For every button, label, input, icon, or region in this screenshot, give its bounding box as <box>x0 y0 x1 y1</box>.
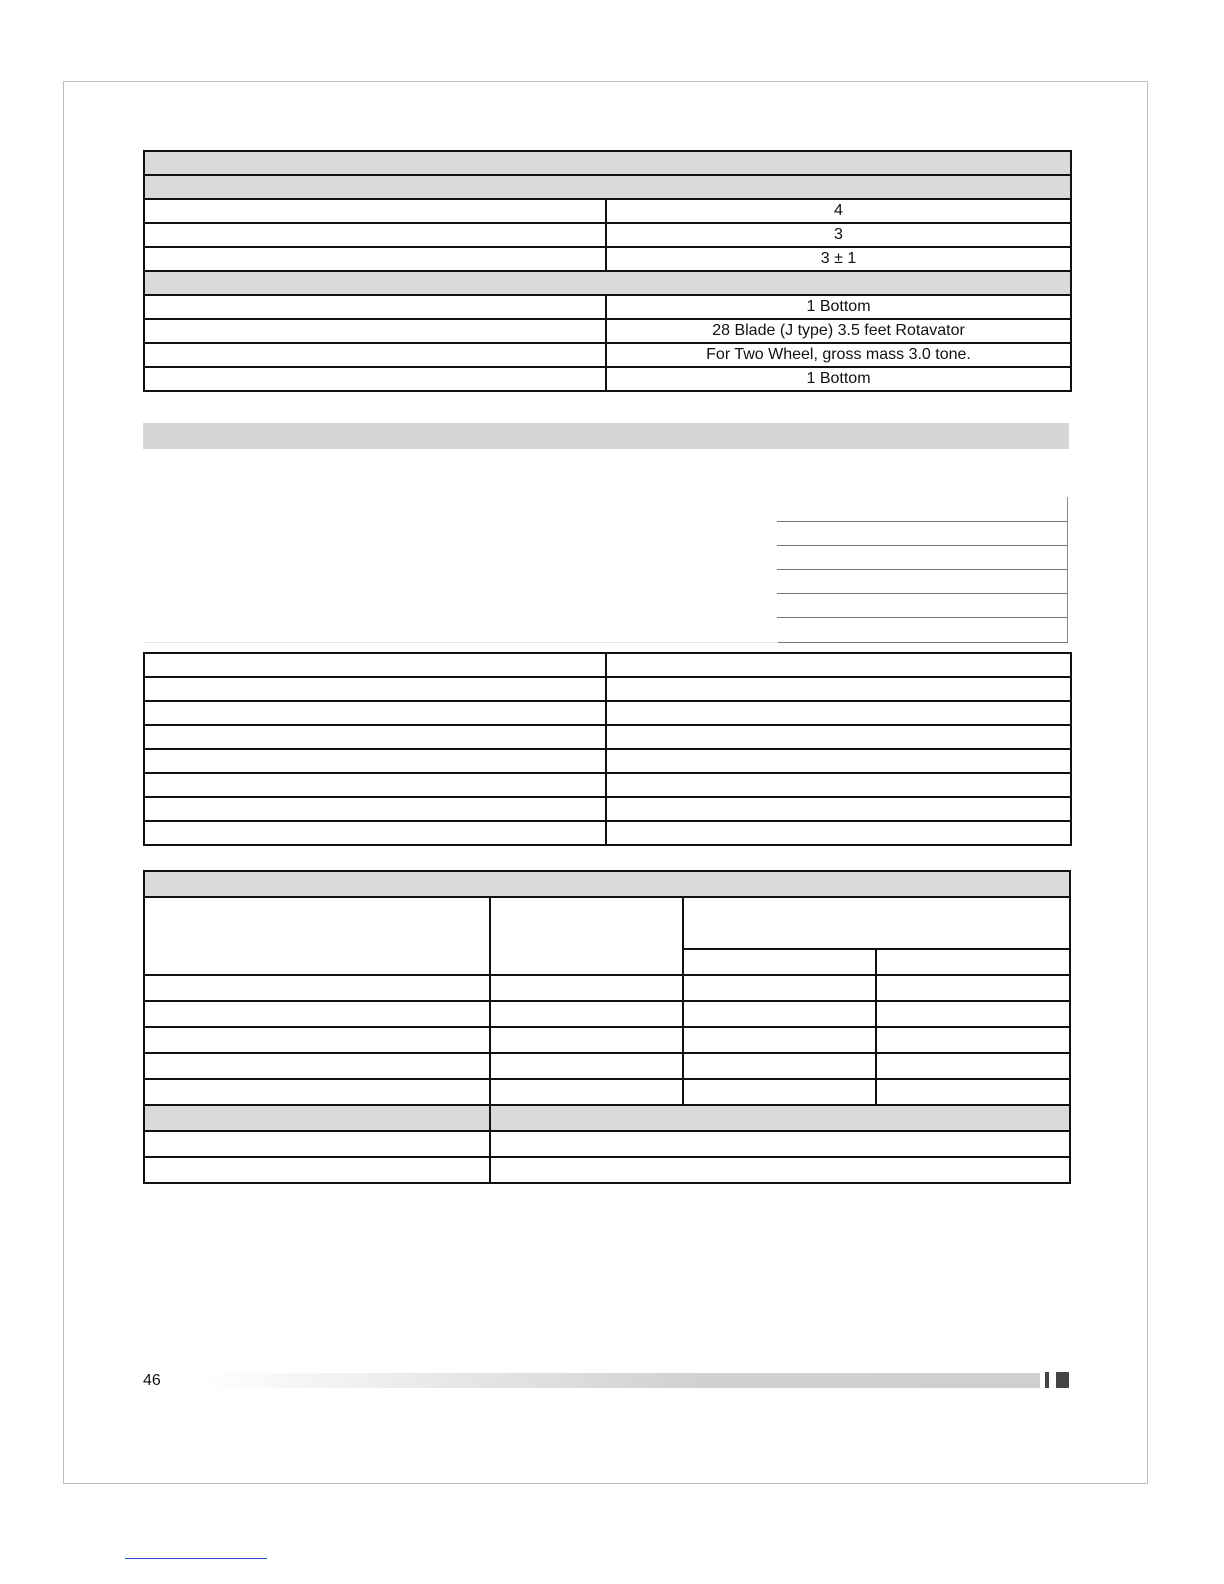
spec-table <box>143 150 1072 392</box>
horizontal-rule <box>777 593 1068 594</box>
row-value: For Two Wheel, gross mass 3.0 tone. <box>606 343 1071 367</box>
table-row <box>144 797 1071 821</box>
table-row <box>144 653 1071 677</box>
table-row <box>144 1157 1070 1183</box>
row-value: 4 <box>606 199 1071 223</box>
table-row <box>144 1001 1070 1027</box>
table-row <box>144 343 1071 367</box>
horizontal-rule <box>777 569 1068 570</box>
row-label <box>144 295 606 319</box>
vertical-rule <box>1067 497 1068 643</box>
section-header-row <box>144 871 1070 897</box>
table-row <box>144 677 1071 701</box>
section-header-row <box>144 1105 1070 1131</box>
table-row <box>144 725 1071 749</box>
row-label <box>144 247 606 271</box>
row-value: 1 Bottom <box>606 295 1071 319</box>
divider <box>143 642 778 643</box>
section-header-row <box>144 175 1071 199</box>
table-row <box>144 199 1071 223</box>
row-value: 3 <box>606 223 1071 247</box>
section-band <box>143 423 1069 449</box>
row-label <box>144 343 606 367</box>
horizontal-rule <box>777 642 1068 643</box>
table-row <box>144 1079 1070 1105</box>
row-value: 1 Bottom <box>606 367 1071 391</box>
table-row <box>144 247 1071 271</box>
horizontal-rule <box>777 521 1068 522</box>
row-label <box>144 223 606 247</box>
table-row <box>144 821 1071 845</box>
figure-ruled-lines <box>777 497 1068 643</box>
section-header-row <box>144 151 1071 175</box>
dimensions-table <box>143 652 1072 846</box>
horizontal-rule <box>777 545 1068 546</box>
footer-gradient-bar <box>200 1373 1040 1388</box>
table-row <box>144 1053 1070 1079</box>
table-row <box>144 749 1071 773</box>
footer-marker <box>1045 1372 1049 1388</box>
table-row <box>144 773 1071 797</box>
row-label <box>144 319 606 343</box>
table-row <box>144 701 1071 725</box>
table-row <box>144 1027 1070 1053</box>
row-value: 3 ± 1 <box>606 247 1071 271</box>
table-row <box>144 1131 1070 1157</box>
row-value: 28 Blade (J type) 3.5 feet Rotavator <box>606 319 1071 343</box>
table-row <box>144 295 1071 319</box>
column-header-row <box>144 897 1070 949</box>
section-header-row <box>144 271 1071 295</box>
row-label <box>144 367 606 391</box>
performance-table <box>143 870 1071 1184</box>
page-number: 46 <box>143 1372 161 1389</box>
horizontal-rule <box>777 617 1068 618</box>
table-row <box>144 975 1070 1001</box>
footer-marker <box>1056 1372 1069 1388</box>
table-row <box>144 319 1071 343</box>
link-underline <box>125 1558 267 1559</box>
table-row <box>144 367 1071 391</box>
table-row <box>144 223 1071 247</box>
row-label <box>144 199 606 223</box>
